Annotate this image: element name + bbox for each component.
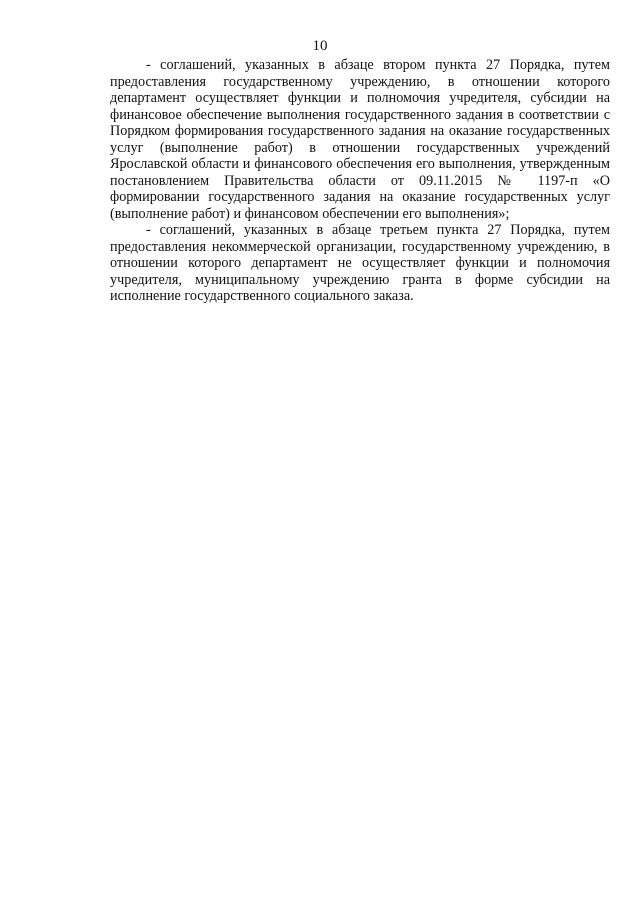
document-body — [110, 57, 610, 305]
page-number: 10 — [312, 38, 328, 54]
paragraph-agreements-second-clause: - соглашений, указанных в абзаце втором пункта 27 Порядка, путем предоставления государственному учреждению, в отношении которого департамент осуществляет функции и полномочия учредителя, субсидии на финансовое обеспечение выполнения государственного задания в соответствии с Порядком формирования государственного задания на оказание государственных услуг (выполнение работ) в отношении государственных учреждений Ярославской области и финансового обеспечения его выполнения, утвержденным постановлением Правительства области от 09.11.2015 № 1197-п «О формировании государственного задания на оказание государственных услуг (выполнение работ) и финансовом обеспечении его выполнения»; — [110, 57, 610, 222]
paragraph-agreements-third-clause: - соглашений, указанных в абзаце третьем пункта 27 Порядка, путем предоставления некоммерческой организации, государственному учреждению, в отношении которого департамент не осуществляет функции и полномочия учредителя, муниципальному учреждению гранта в форме субсидии на исполнение государственного социального заказа. — [110, 222, 610, 304]
